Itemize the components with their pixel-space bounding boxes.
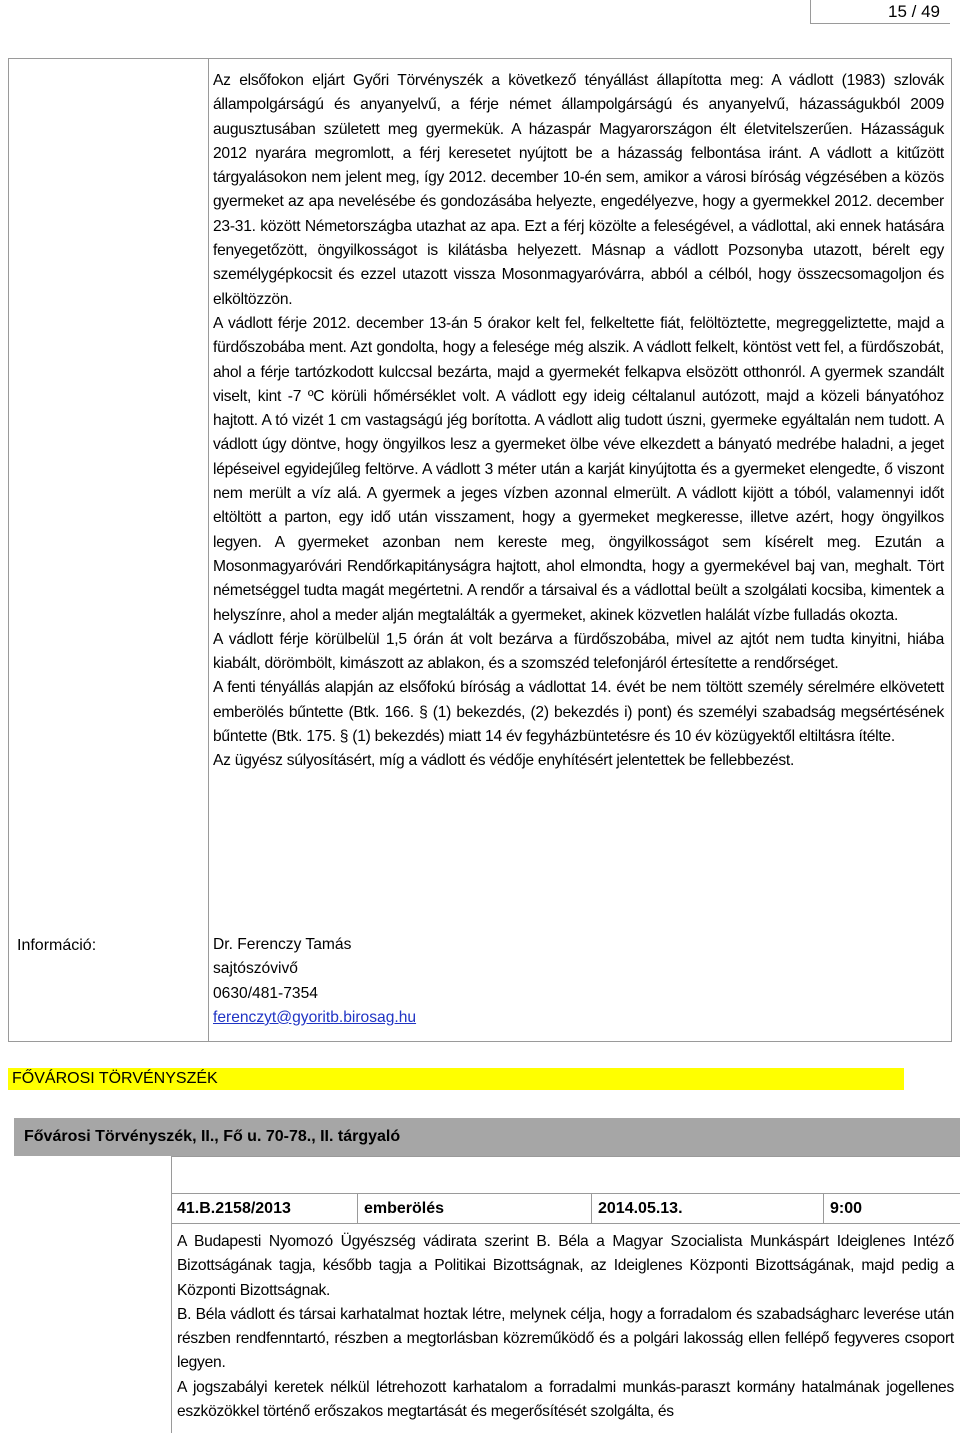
courtroom-header: Fővárosi Törvényszék, II., Fő u. 70-78., II. tárgyaló [14,1118,960,1156]
case-number: 41.B.2158/2013 [171,1194,358,1223]
label-column [9,59,209,1041]
contact-email-link[interactable]: ferenczyt@gyoritb.birosag.hu [213,1008,417,1026]
case-paragraph: A fenti tényállás alapján az elsőfokú bíróság a vádlottat 14. évét be nem töltött személy sérelmére elkövetett emberölés bűntette (Btk. 166. § (1) bekezdés, (2) bekezdés i) pont) és személyi szabadság megsértésének bűntette (Btk. 175. § (1) bekezdés) miatt 14 év fegyházbüntetésre és 10 év közügyektől eltiltásra ítélte. [213,679,944,746]
info-label: Információ: [17,937,97,954]
contact-name: Dr. Ferenczy Tamás [213,936,352,953]
page-number: 15 / 49 [810,0,950,24]
session-paragraph: B. Béla vádlott és társai karhatalmat hoztak létre, melynek célja, hogy a forradalom és szabadságharc leverése után részben rendfenntartó, részben a megtorlásban közreműködő és a polgári lakosság ellen fellépő fegyveres csoport legyen. [177,1305,954,1372]
hearing-time: 9:00 [830,1200,863,1217]
case-paragraph: Az elsőfokon eljárt Győri Törvényszék a következő tényállást állapította meg: A vádlott (1983) szlovák állampolgárságú és anyanyelvű, a férje német állampolgárságú és anyanyelvű, házasságukból 2009 augusztusában született meg gyermekük. A házaspár Magyarországon élt életvitelszerűen. Házasságuk 2012 nyarára megromlott, a férj keresetet nyújtott be a házasság felbontása iránt. A vádlott a kitűzött tárgyalásokon nem jelent meg, így 2012. december 10-én sem, amikor a városi bíróság végzésében a közös gyermeket az apa nevelésébe és gondozásába helyezte, engedélyezve, hogy a gyermekkel 2012. december 23-31. között Németországba utazhat az apa. Ezt a férj közölte a feleségével, a vádlottal, aki ennek hatására fenyegetőzött, öngyilkosságot is kilátásba helyezett. Másnap a vádlott Pozsonyba utazott, bérelt egy személygépkocsit és ezzel utazott vissza Mosonmagyaróvárra, abból a célból, hogy összecsomagoljon és elköltözzön. [213,72,944,308]
session-paragraph: A jogszabályi keretek nélkül létrehozott karhatalom a forradalmi munkás-paraszt kormány hatalmának jogellenes eszközökkel történő erőszakos megtartását és megerősítését szolgálta, és [177,1378,954,1421]
case-description [213,69,944,774]
hearing-date: 2014.05.13. [592,1194,824,1223]
contact-phone: 0630/481-7354 [213,984,318,1002]
case-paragraph: Az ügyész súlyosításért, míg a vádlott és védője enyhítésért jelentettek be fellebbezést. [213,752,795,770]
case-paragraph: A vádlott férje 2012. december 13-án 5 órakor kelt fel, felkeltette fiát, felöltöztette, megreggeliztette, majd a fürdőszobába ment. Azt gondolta, hogy a felesége még alszik. A vádlott felkelt, köntöst vett fel, a fürdőszobát, ahol a férje tartózkodott kulccsal bezárta, majd a gyermekét felkapva elsözött otthonról. A gyermek szandált viselt, kint -7 ºC körüli hőmérséklet volt. A vádlott egy ideig céltalanul autózott, majd a közeli bányatóhoz hajtott. A tó vizét 1 cm vastagságú jég borította. A vádlott alig tudott úszni, gyermeke egyáltalán nem tudott. A vádlott úgy döntve, hogy öngyilkos lesz a gyermeket ölbe véve elkezdett a bányató medrébe haladni, a jeget lépéseivel egyidejűleg feltörve. A vádlott 3 méter után a karját kinyújtotta és a gyermeket elengedte, ő viszont nem merült a víz alá. A gyermek a jeges vízben azonnal elmerült. A vádlott kijött a tóból, valamennyi időt eltöltött a parton, egy idő után visszament, hogy a gyermeket megkeresse, illetve azért, hogy öngyilkos legyen. A gyermeket azonban nem kereste meg, öngyilkosságot sem kísérelt meg. Ezután a Mosonmagyaróvári Rendőrkapitányságra hajtott, ahol elmondta, hogy a gyermekével baj van, meghalt. Tört németséggel tudta magát megértetni. A rendőr a társaival és a vádlottal beült a szolgálati kocsiba, kimentek a helyszínre, ahol a meder alján megtalálták a gyermeket, akinek közvetlen halálát vízbe fulladás okozta. [213,314,944,624]
court-name-banner: FŐVÁROSI TÖRVÉNYSZÉK [8,1068,904,1090]
session-row [171,1193,960,1224]
session-description [177,1230,954,1424]
contact-role: sajtószóvivő [213,960,298,978]
press-contact [213,933,416,1030]
case-paragraph: A vádlott férje körülbelül 1,5 órán át volt bezárva a fürdőszobába, mivel az ajtót nem tudta kinyitni, hiába kiabált, dörömbölt, kimászott az ablakon, és a szomszéd telefonjáról értesítette a rendőrséget. [213,630,944,673]
session-paragraph: A Budapesti Nyomozó Ügyészség vádirata szerint B. Béla a Magyar Szocialista Munkáspárt Ideiglenes Intéző Bizottságának tagja, később tagja a Politikai Bizottságnak, az Ideiglenes Központi Bizottságának, majd pedig a Központi Bizottságnak. [177,1233,954,1299]
case-charge: emberölés [358,1194,592,1223]
